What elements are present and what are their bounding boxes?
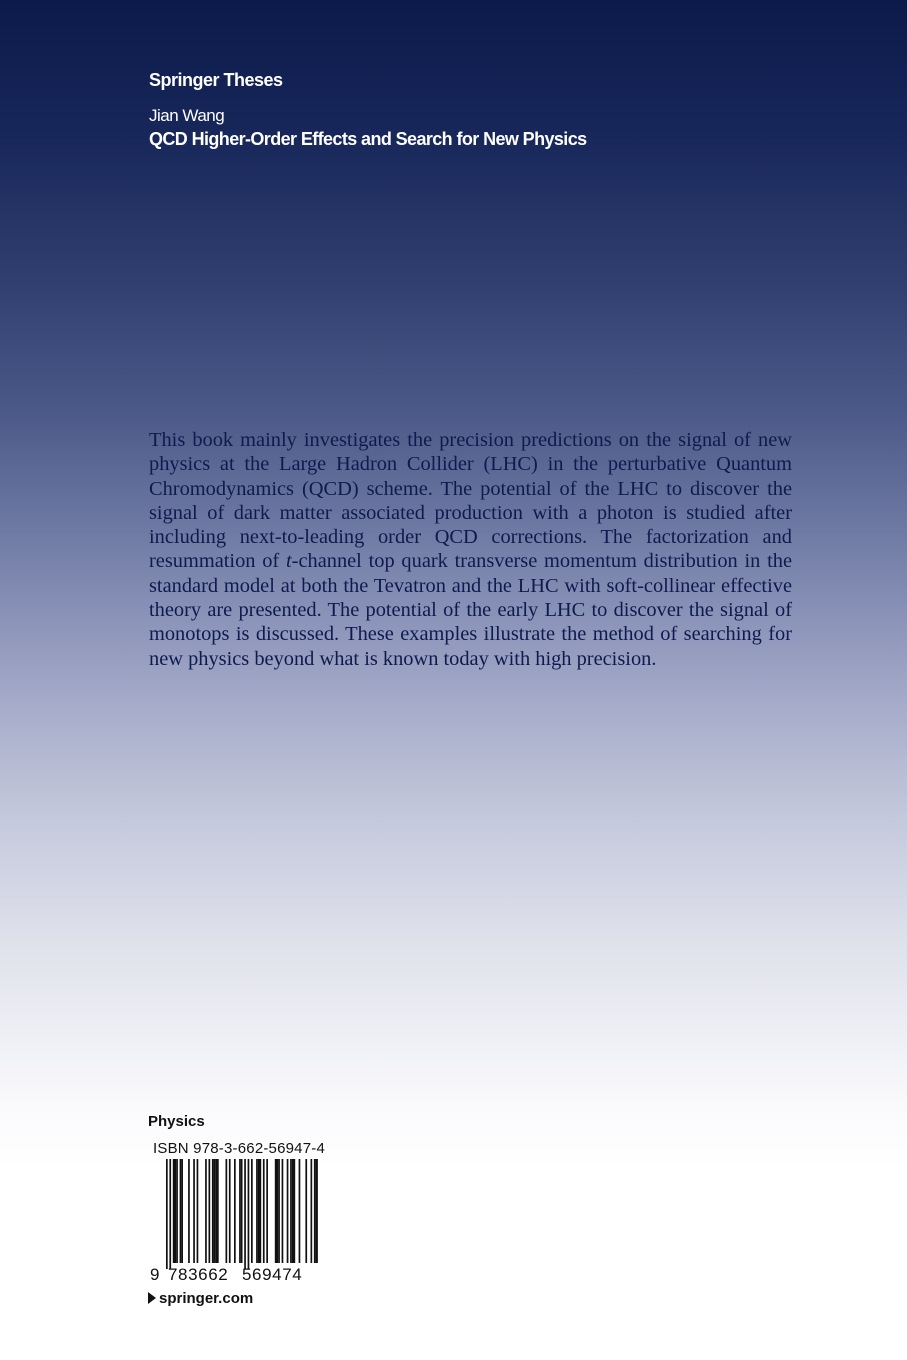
- barcode-bar: [278, 1159, 280, 1263]
- barcode-bar: [251, 1159, 253, 1263]
- barcode-bar: [282, 1159, 284, 1263]
- barcode-bar: [188, 1159, 190, 1263]
- book-description: [149, 428, 792, 671]
- barcode-bar: [239, 1159, 241, 1263]
- barcode-bar: [209, 1159, 211, 1263]
- barcode-bar: [181, 1159, 183, 1263]
- barcode-bar: [256, 1159, 258, 1263]
- barcode-bar: [193, 1159, 195, 1263]
- barcode-bar: [275, 1159, 277, 1263]
- description-italic: t: [285, 550, 292, 573]
- barcode-bar: [212, 1159, 214, 1263]
- barcode-bar: [169, 1159, 171, 1269]
- barcode-bar: [173, 1159, 175, 1263]
- isbn-text: ISBN 978-3-662-56947-4: [153, 1140, 326, 1157]
- barcode-bar: [180, 1159, 182, 1263]
- barcode-bar: [311, 1159, 313, 1263]
- barcode-bar: [316, 1159, 318, 1263]
- barcode-bar: [176, 1159, 178, 1263]
- barcode-bar: [234, 1159, 236, 1263]
- barcode-bar: [248, 1159, 250, 1269]
- barcode-bar: [214, 1159, 216, 1263]
- barcode-digits-right: 569474: [242, 1265, 303, 1284]
- isbn-barcode: [150, 1159, 318, 1269]
- barcode-bar: [299, 1159, 301, 1263]
- barcode-bar: [317, 1159, 318, 1263]
- description-part-1: This book mainly investigates the precision predictions on the signal of new physics at the Large Hadron Collider (LHC) in the perturbative Quantum Chromodynamics (QCD) scheme. The potential of the LHC to discover the signal of dark matter associated production with a photon is studied after including next-to-leading order QCD corrections. The factorization and resummation of: [149, 429, 792, 573]
- barcode-bar: [175, 1159, 177, 1263]
- website-link[interactable]: [148, 1290, 253, 1307]
- barcode-bar: [217, 1159, 219, 1263]
- barcode-bar: [292, 1159, 294, 1263]
- barcode-bar: [277, 1159, 279, 1263]
- play-arrow-icon: [148, 1292, 156, 1304]
- barcode-digits-left: 783662: [168, 1265, 229, 1284]
- barcode-bar: [294, 1159, 296, 1263]
- barcode-digit-first: 9: [150, 1265, 160, 1284]
- barcode-bar: [215, 1159, 217, 1263]
- subject-label: Physics: [148, 1113, 205, 1130]
- series-name: Springer Theses: [149, 70, 283, 90]
- barcode-bar: [258, 1159, 260, 1263]
- book-title: QCD Higher-Order Effects and Search for New Physics: [149, 129, 587, 149]
- barcode-bar: [287, 1159, 289, 1263]
- barcode-bar: [226, 1159, 228, 1263]
- barcode-bar: [241, 1159, 243, 1263]
- barcode-bar: [197, 1159, 199, 1263]
- barcode-bar: [263, 1159, 265, 1263]
- barcode-bar: [305, 1159, 307, 1263]
- barcode-bar: [166, 1159, 168, 1269]
- barcode-bar: [205, 1159, 207, 1263]
- website-text: springer.com: [159, 1290, 254, 1307]
- barcode-bar: [244, 1159, 246, 1269]
- barcode-bar: [266, 1159, 268, 1263]
- barcode-bar: [260, 1159, 262, 1263]
- barcode-bar: [314, 1159, 316, 1263]
- barcode-bar: [290, 1159, 292, 1263]
- author-name: Jian Wang: [149, 106, 225, 125]
- barcode-bar: [229, 1159, 231, 1263]
- description-part-2: -channel top quark transverse momentum distribution in the standard model at both the Tevatron and the LHC with soft-collinear effective theory are presented. The potential of the early LHC to discover the signal of monotops is discussed. These examples illustrate the method of searching for new physics beyond what is known today with high precision.: [149, 550, 792, 670]
